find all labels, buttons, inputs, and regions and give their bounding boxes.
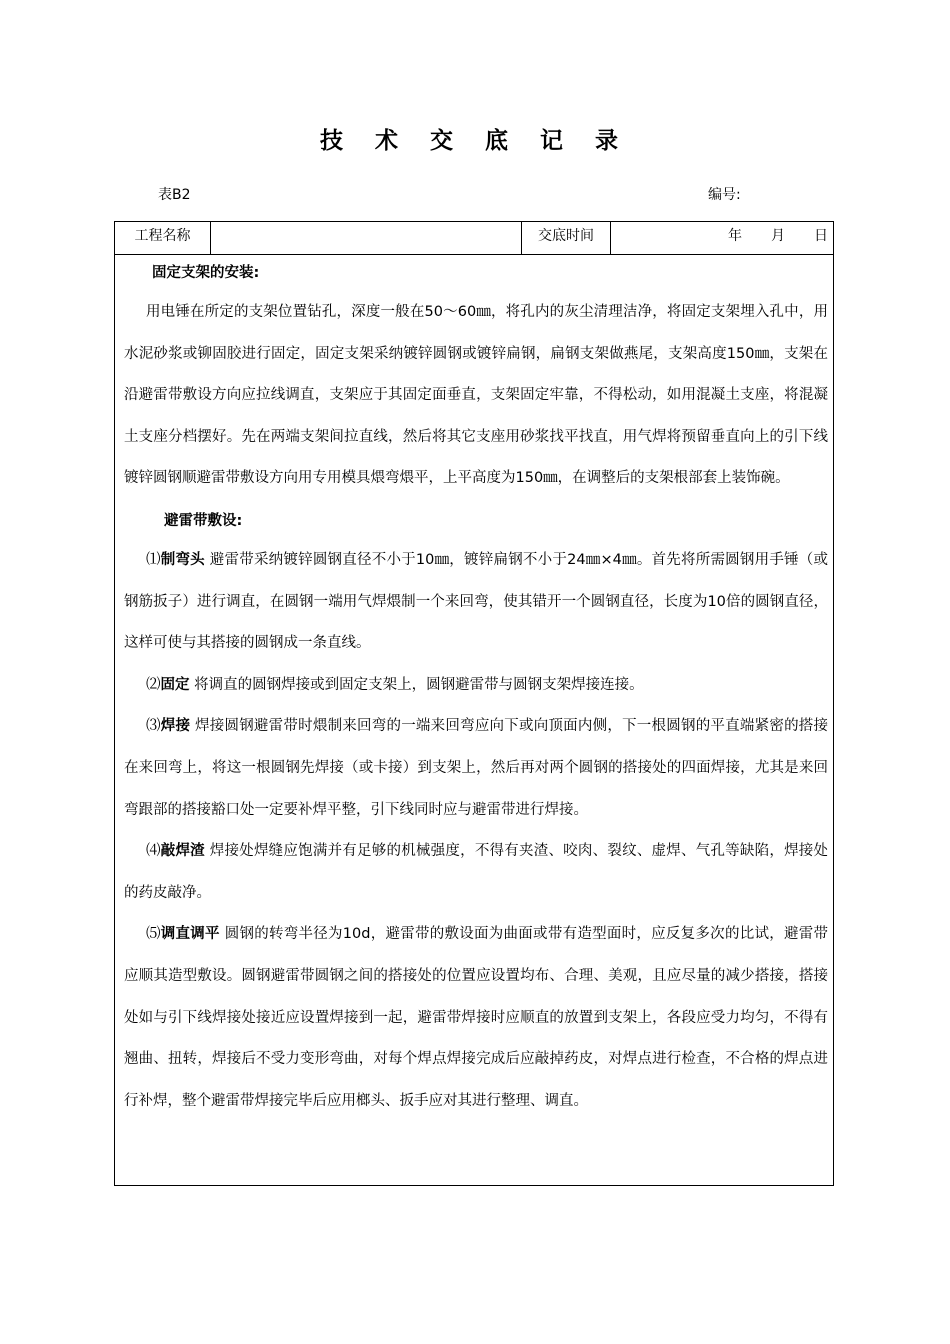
item-title: 制弯头: [160, 551, 205, 568]
list-item-straighten: [124, 914, 828, 1122]
item-number: ⑷: [146, 843, 161, 860]
document-title: 技 术 交 底 记 录: [319, 128, 631, 154]
table-code: 表B2: [158, 187, 191, 203]
item-title: 调直调平: [160, 926, 220, 943]
briefing-time-label: 交底时间: [522, 222, 611, 254]
item-title: 敲焊渣: [160, 843, 205, 860]
serial-number-label: 编号:: [708, 187, 741, 203]
header-row: [115, 222, 833, 255]
item-number: ⑶: [146, 718, 161, 735]
section-heading-bracket-install: 固定支架的安装:: [152, 265, 260, 281]
item-number: ⑵: [146, 676, 161, 693]
year-label: 年: [728, 228, 742, 244]
item-text: 焊接处焊缝应饱满并有足够的机械强度，不得有夹渣、咬肉、裂纹、虚焊、气孔等缺陷，焊接处的药皮敲净。: [124, 843, 829, 901]
project-name-label: 工程名称: [115, 222, 211, 254]
day-label: 日: [814, 228, 828, 244]
list-item-fix: [124, 665, 828, 707]
item-number: ⑴: [146, 551, 161, 568]
briefing-time-field[interactable]: [611, 222, 833, 254]
section-paragraph-bracket-install: 用电锤在所定的支架位置钻孔，深度一般在50～60㎜，将孔内的灰尘清理洁净，将固定支架埋入孔中，用水泥砂浆或铆固胶进行固定，固定支架采纳镀锌圆钢或镀锌扁钢，扁钢支架做燕尾，支架高度150㎜，支架在沿避雷带敷设方向应拉线调直，支架应于其固定面垂直，支架固定牢靠，不得松动，如用混凝土支座，将混凝土支座分档摆好。先在两端支架间拉直线，然后将其它支座用砂浆找平找直，用气焊将预留垂直向上的引下线镀锌圆钢顺避雷带敷设方向用专用模具煨弯煨平，上平高度为150㎜，在调整后的支架根部套上装饰碗。: [124, 304, 828, 487]
item-number: ⑸: [146, 926, 161, 943]
content-body: [124, 256, 828, 1122]
item-title: 固定: [160, 676, 190, 693]
list-item-weld: [124, 706, 828, 831]
project-name-field[interactable]: [211, 222, 522, 254]
item-text: 焊接圆钢避雷带时煨制来回弯的一端来回弯应向下或向顶面内侧，下一根圆钢的平直端紧密的搭接在来回弯上，将这一根圆钢先焊接（或卡接）到支架上，然后再对两个圆钢的搭接处的四面焊接，尤其是来回弯跟部的搭接豁口处一定要补焊平整，引下线同时应与避雷带进行焊接。: [124, 718, 829, 818]
list-item-bend: [124, 540, 828, 665]
record-form: [114, 221, 834, 1186]
item-text: 避雷带采纳镀锌圆钢直径不小于10㎜，镀锌扁钢不小于24㎜×4㎜。首先将所需圆钢用手锤（或钢筋扳子）进行调直，在圆钢一端用气焊煨制一个来回弯，使其错开一个圆钢直径，长度为10倍的圆钢直径，这样可使与其搭接的圆钢成一条直线。: [124, 551, 829, 652]
section-heading-lightning-strip: 避雷带敷设:: [164, 512, 243, 529]
item-text: 圆钢的转弯半径为10d，避雷带的敷设面为曲面或带有造型面时，应反复多次的比试，避雷带应顺其造型敷设。圆钢避雷带圆钢之间的搭接处的位置应设置均布、合理、美观，且应尽量的减少搭接，搭接处如与引下线焊接处接近应设置焊接到一起，避雷带焊接时应顺直的放置到支架上，各段应受力均匀，不得有翘曲、扭转，焊接后不受力变形弯曲，对每个焊点焊接完成后应敲掉药皮，对焊点进行检查，不合格的焊点进行补焊，整个避雷带焊接完毕后应用榔头、扳手应对其进行整理、调直。: [124, 926, 829, 1109]
month-label: 月: [771, 228, 785, 244]
list-item-slag: [124, 831, 828, 914]
item-text: 将调直的圆钢焊接或到固定支架上，圆钢避雷带与圆钢支架焊接连接。: [194, 676, 644, 693]
item-title: 焊接: [160, 718, 191, 735]
